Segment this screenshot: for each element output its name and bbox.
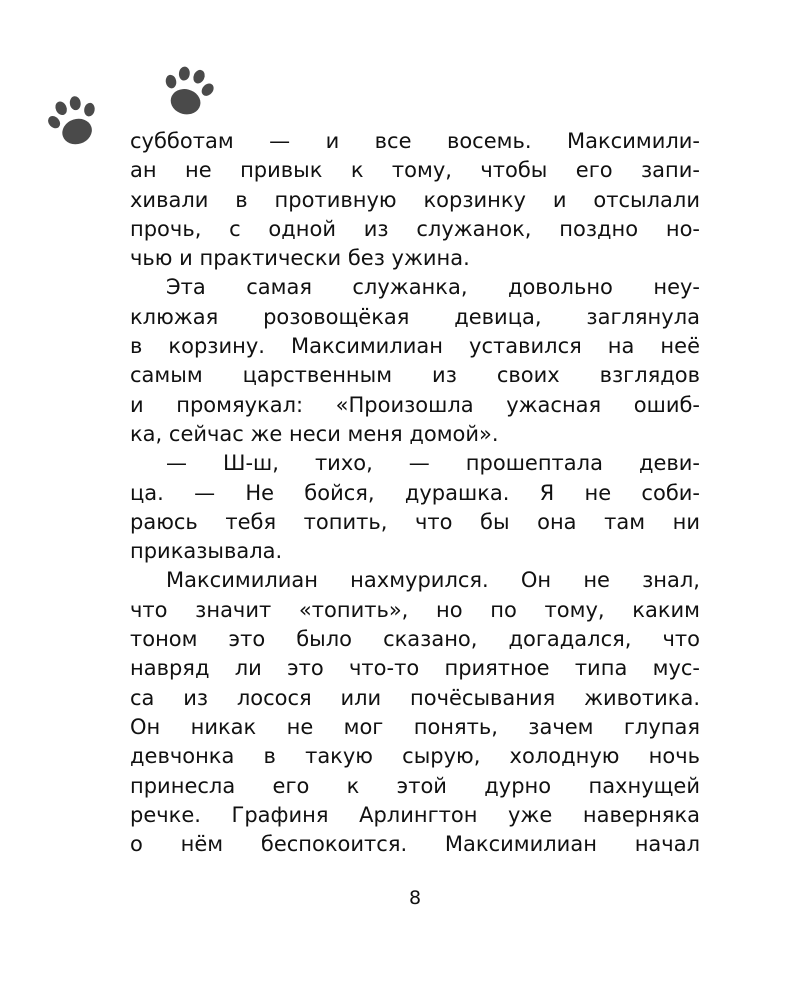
paw-print-icon bbox=[152, 56, 225, 129]
page-number: 8 bbox=[408, 887, 422, 909]
text-line: что значит «топить», но по тому, каким bbox=[130, 597, 700, 622]
text-line: Он никак не мог понять, зачем глупая bbox=[130, 714, 700, 739]
text-line: раюсь тебя топить, что бы она там ни bbox=[130, 509, 700, 534]
text-line: в корзину. Максимилиан уставился на неё bbox=[130, 334, 700, 359]
text-line: клюжая розовощёкая девица, заглянула bbox=[130, 304, 700, 329]
text-line: субботам — и все восемь. Максимили- bbox=[130, 129, 700, 153]
text-line: навряд ли это что-то приятное типа мус- bbox=[130, 656, 700, 681]
text-line: — Ш-ш, тихо, — прошептала деви- bbox=[166, 451, 700, 476]
text-line: Эта самая служанка, довольно неу- bbox=[166, 275, 700, 300]
text-line: чью и практически без ужина. bbox=[130, 246, 470, 271]
text-line: и промяукал: «Произошла ужасная ошиб- bbox=[130, 392, 700, 417]
text-line: са из лосося или почёсывания животика. bbox=[130, 685, 700, 710]
text-line: девчонка в такую сырую, холодную ночь bbox=[130, 744, 700, 769]
text-line: Максимилиан нахмурился. Он не знал, bbox=[166, 568, 700, 593]
text-line: ан не привык к тому, чтобы его запи- bbox=[130, 158, 700, 183]
text-line: принесла его к этой дурно пахнущей bbox=[130, 773, 700, 798]
text-line: ца. — Не бойся, дурашка. Я не соби- bbox=[130, 480, 700, 505]
text-line: о нём беспокоится. Максимилиан начал bbox=[130, 832, 700, 857]
paw-print-icon bbox=[36, 84, 112, 160]
text-line: прочь, с одной из служанок, поздно но- bbox=[130, 216, 700, 241]
text-line: речке. Графиня Арлингтон уже наверняка bbox=[130, 802, 700, 827]
text-line: тоном это было сказано, догадался, что bbox=[130, 627, 700, 652]
text-line: самым царственным из своих взглядов bbox=[130, 363, 700, 388]
text-line: приказывала. bbox=[130, 539, 283, 564]
text-line: хивали в противную корзинку и отсылали bbox=[130, 187, 700, 212]
text-line: ка, сейчас же неси меня домой». bbox=[130, 421, 499, 446]
body-text bbox=[130, 127, 700, 859]
